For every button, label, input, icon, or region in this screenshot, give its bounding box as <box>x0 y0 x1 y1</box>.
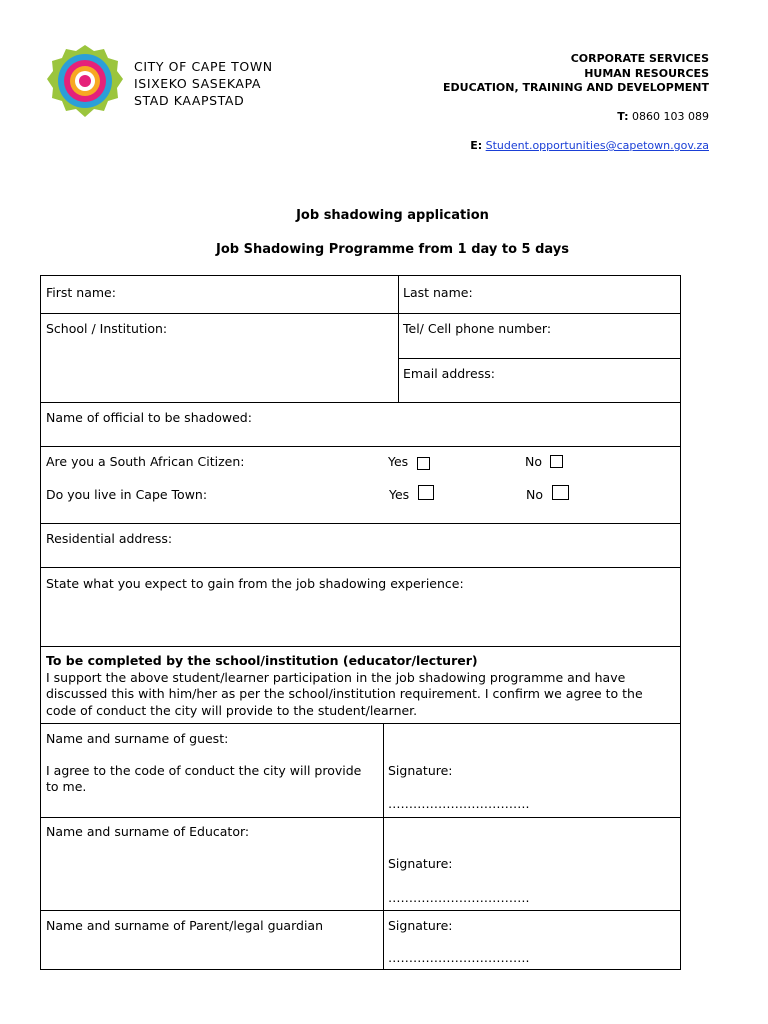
phone-line <box>443 110 709 125</box>
parent-signature-line: ……………………………. <box>388 950 530 965</box>
dept-line-2: HUMAN RESOURCES <box>584 66 709 80</box>
capetown-yes-checkbox[interactable] <box>418 485 434 500</box>
parent-signature-label: Signature: <box>388 918 453 933</box>
org-line-1: CITY OF CAPE TOWN <box>134 59 273 74</box>
citizen-yes-checkbox[interactable] <box>417 457 430 470</box>
dept-line-3: EDUCATION, TRAINING AND DEVELOPMENT <box>443 81 709 94</box>
email-link[interactable]: Student.opportunities@capetown.gov.za <box>485 139 709 152</box>
citizen-no-label: No <box>525 454 542 469</box>
residential-label: Residential address: <box>46 531 173 546</box>
school-section <box>46 653 671 719</box>
email-address-label: Email address: <box>403 366 495 381</box>
school-label: School / Institution: <box>46 321 168 336</box>
parent-name-label: Name and surname of Parent/legal guardian <box>46 918 323 933</box>
capetown-no-checkbox[interactable] <box>552 485 569 500</box>
guest-signature-label: Signature: <box>388 763 453 778</box>
email-label: E: <box>470 139 483 152</box>
phone-number: 0860 103 089 <box>632 109 709 123</box>
tel-label: Tel/ Cell phone number: <box>403 321 552 336</box>
official-label: Name of official to be shadowed: <box>46 410 252 425</box>
citizen-question: Are you a South African Citizen: <box>46 454 245 469</box>
guest-agreement-text: I agree to the code of conduct the city will provide to me. <box>46 763 362 794</box>
organisation-name <box>134 58 273 109</box>
educator-signature-label: Signature: <box>388 856 453 871</box>
capetown-yes-label: Yes <box>389 487 410 502</box>
capetown-no-label: No <box>526 487 543 502</box>
expectation-label: State what you expect to gain from the job shadowing experience: <box>46 576 464 591</box>
guest-signature-line: ……………………………. <box>388 796 530 811</box>
dept-line-1: CORPORATE SERVICES <box>570 52 709 65</box>
school-section-text: I support the above student/learner participation in the job shadowing programme and have discussed this with him/her as per the school/institution requirement. I confirm we agree to the code of conduct the city will provide to the student/learner. <box>46 669 643 718</box>
city-logo-icon <box>46 44 124 118</box>
guest-name-label: Name and surname of guest: <box>46 731 229 746</box>
school-section-heading: To be completed by the school/institution (educator/lecturer) <box>46 653 478 668</box>
contact-block <box>443 52 709 154</box>
application-form <box>40 275 681 970</box>
educator-signature-line: ……………………………. <box>388 890 530 905</box>
last-name-label: Last name: <box>403 285 473 300</box>
org-line-3: STAD KAAPSTAD <box>134 93 245 108</box>
org-line-2: ISIXEKO SASEKAPA <box>134 76 262 91</box>
page-subtitle: Job Shadowing Programme from 1 day to 5 days <box>215 242 570 257</box>
email-line <box>443 139 709 154</box>
phone-label: T: <box>617 109 629 123</box>
first-name-label: First name: <box>46 285 116 300</box>
educator-name-label: Name and surname of Educator: <box>46 824 250 839</box>
page-title: Job shadowing application <box>296 208 489 223</box>
citizen-no-checkbox[interactable] <box>550 455 563 468</box>
citizen-yes-label: Yes <box>388 454 409 469</box>
capetown-question: Do you live in Cape Town: <box>46 487 208 502</box>
